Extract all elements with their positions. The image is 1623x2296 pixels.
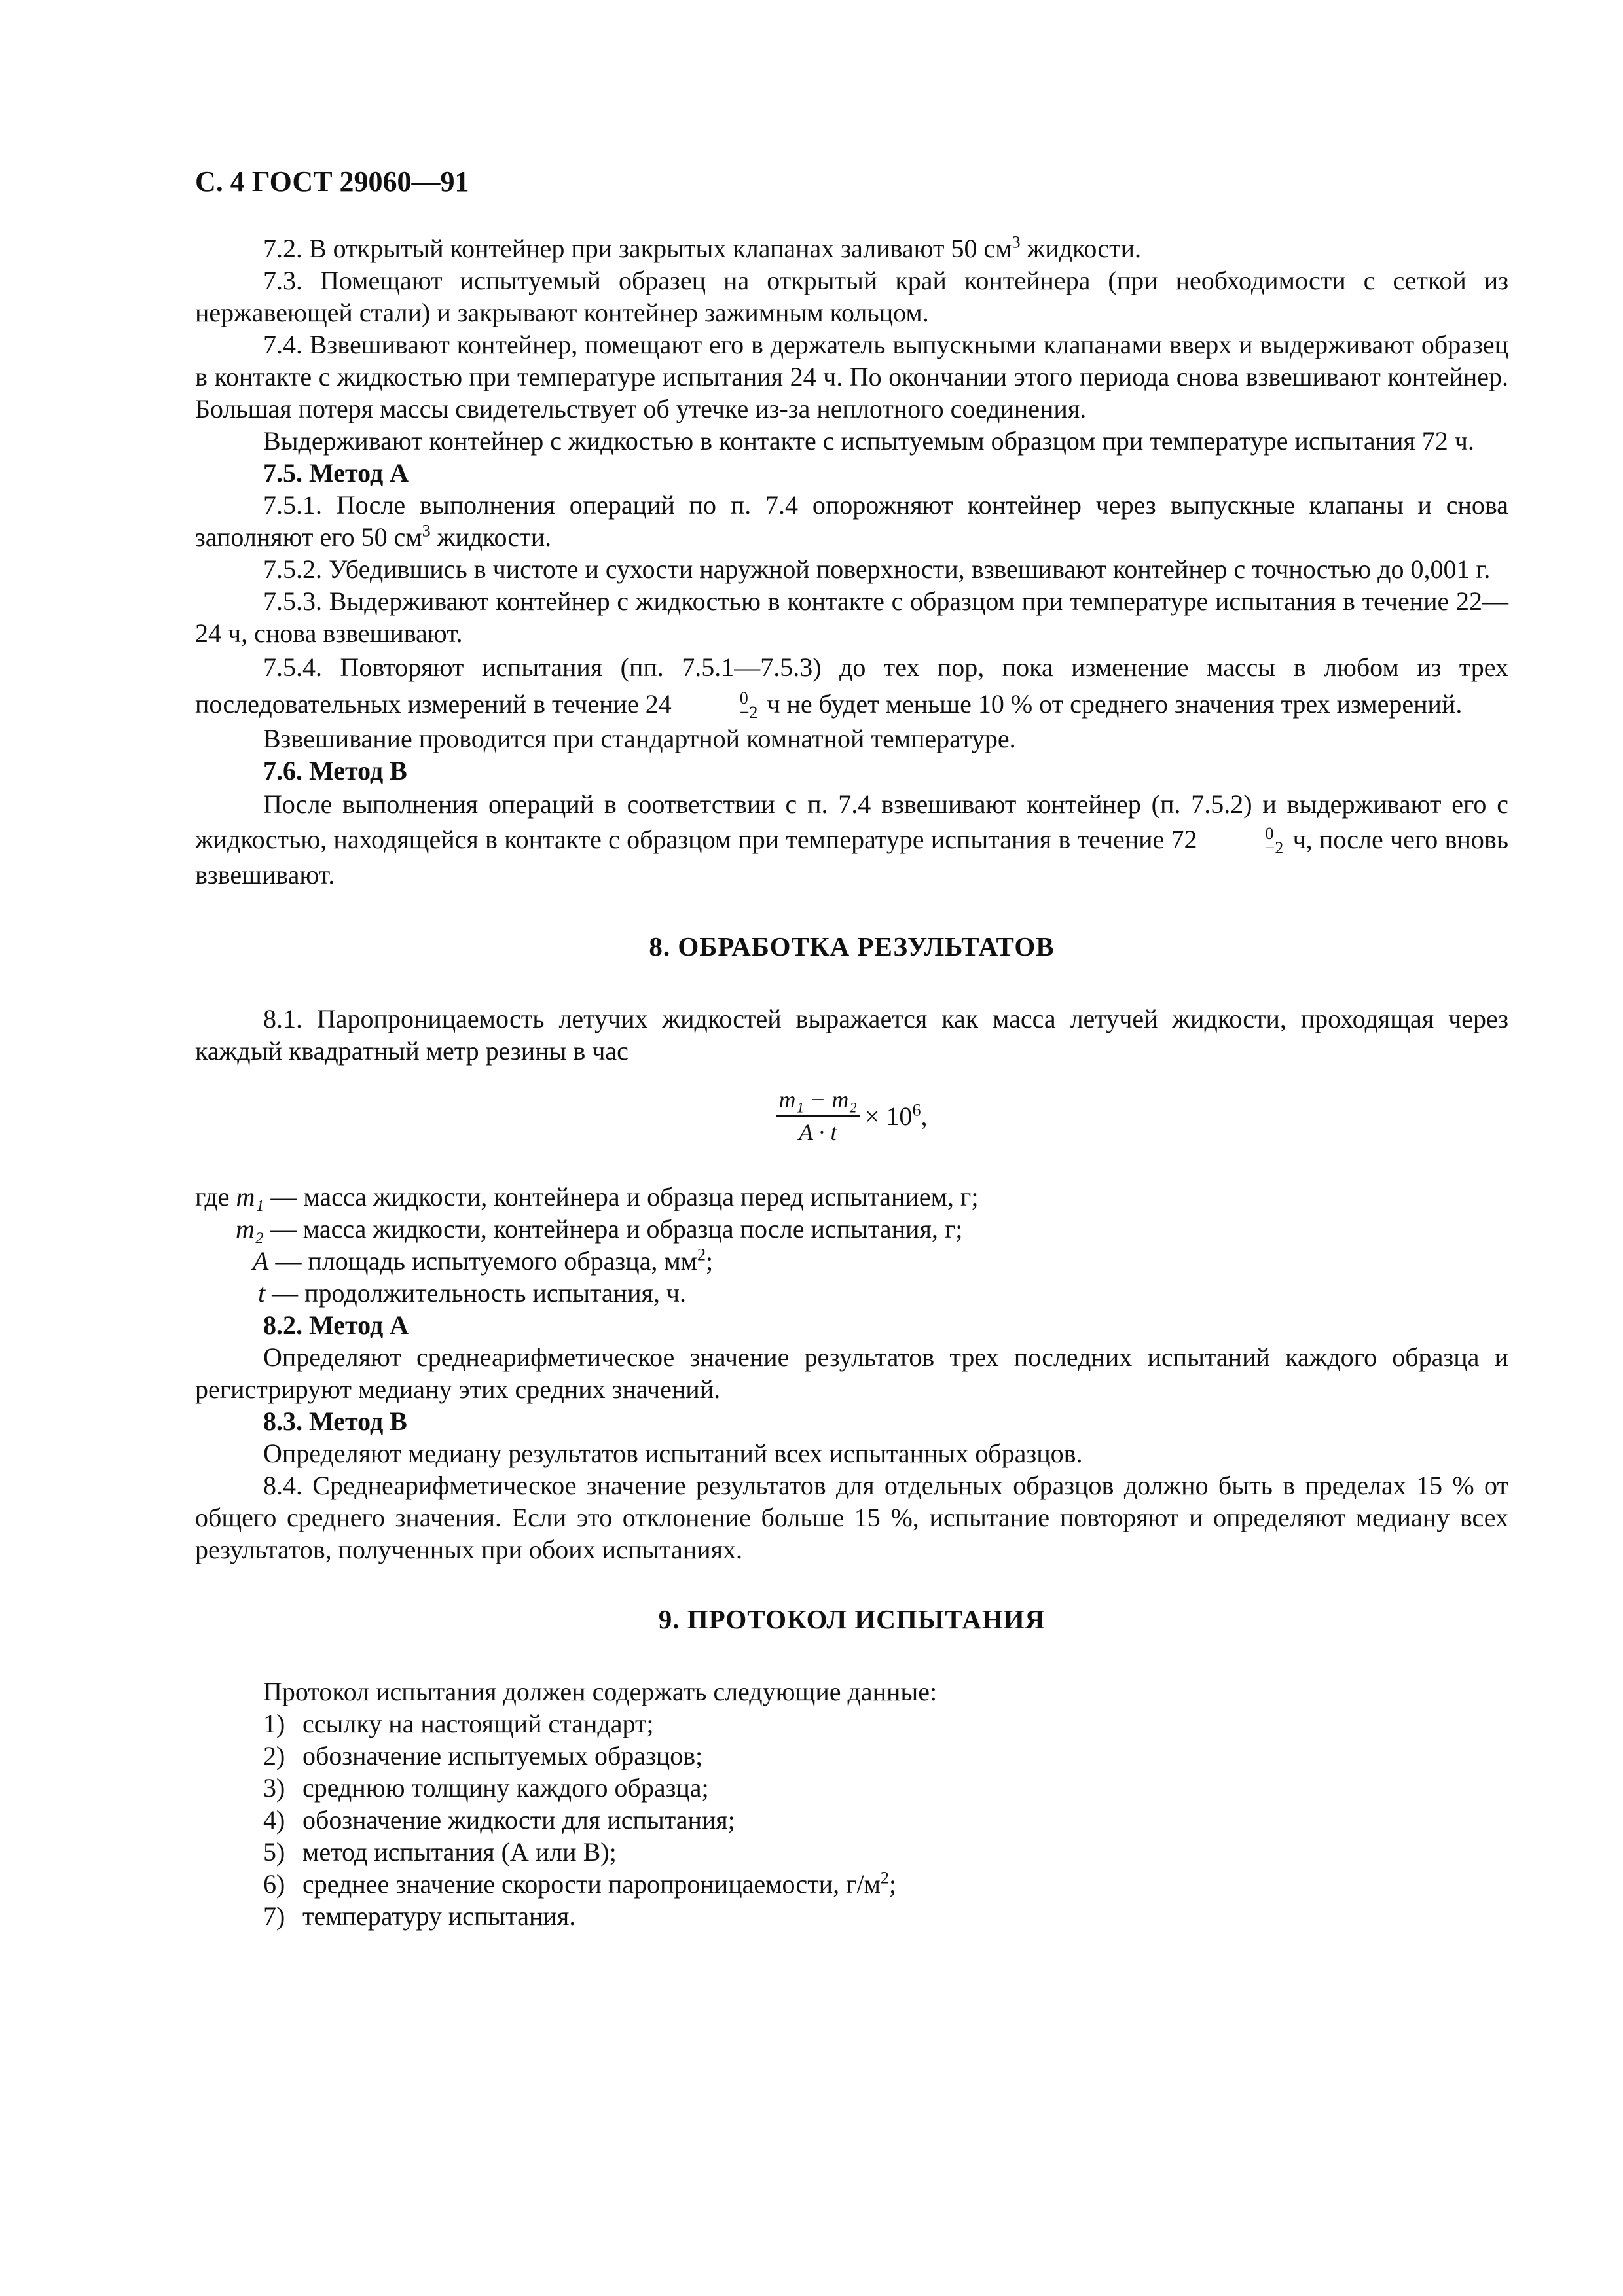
list-item: 7) температуру испытания.	[263, 1901, 576, 1931]
heading-8-3: 8.3. Метод В	[263, 1407, 407, 1436]
document-body	[195, 232, 1508, 1932]
paragraph-7-5-2: 7.5.2. Убедившись в чистоте и сухости наружной поверхности, взвешивают контейнер с точностью до 0,001 г.	[263, 554, 1491, 584]
formula-multiplier: × $10^6$,	[864, 1100, 928, 1131]
formula-fraction	[776, 1085, 860, 1147]
definition-m1: где m₁ — масса жидкости, контейнера и образца перед испытанием, г;	[195, 1182, 979, 1211]
heading-8-2: 8.2. Метод А	[263, 1310, 409, 1340]
list-item: 2) обозначение испытуемых образцов;	[263, 1741, 703, 1770]
protocol-list	[195, 1708, 1508, 1932]
tolerance-72h: 0 −2	[1265, 824, 1284, 857]
paragraph-8-2: Определяют среднеарифметическое значение результатов трех последних испытаний каждого образца и регистрируют медиану этих средних значений.	[195, 1342, 1508, 1404]
paragraph-7-6: После выполнения операций в соответствии с п. 7.4 взвешивают контейнер (п. 7.5.2) и выдерживают его с жидкостью, находящейся в контакте с образцом при температуре испытания в течение 72 0 −2 ч, после чего вновь взвешивают.	[195, 789, 1508, 889]
tolerance-24h: 0 −2	[739, 689, 758, 722]
list-item: 4) обозначение жидкости для испытания;	[263, 1805, 735, 1835]
paragraph-8-1: 8.1. Паропроницаемость летучих жидкостей выражается как масса летучей жидкости, проходящая через каждый квадратный метр резины в час	[195, 1004, 1508, 1066]
paragraph-7-5-4: 7.5.4. Повторяют испытания (пп. 7.5.1—7.5.3) до тех пор, пока изменение массы в любом из трех последовательных измерений в течение 24 0 −2 ч не будет меньше 10 % от среднего значения трех измерений.	[195, 653, 1508, 722]
section-title-9: 9. ПРОТОКОЛ ИСПЫТАНИЯ	[658, 1604, 1046, 1634]
definition-a: A — площадь испытуемого образца, $мм^2$;	[253, 1245, 714, 1276]
paragraph-7-5-4-weighing: Взвешивание проводится при стандартной комнатной температуре.	[263, 724, 1016, 753]
list-item: 1) ссылку на настоящий стандарт;	[263, 1709, 654, 1738]
list-item: 5) метод испытания (А или В);	[263, 1837, 617, 1867]
permeability-formula	[195, 1085, 1508, 1157]
list-item: 6) среднее значение скорости паропроницаемости, $г/м^2$;	[263, 1868, 897, 1899]
formula-denominator: A · t	[799, 1119, 837, 1145]
definition-m2: m₂ — масса жидкости, контейнера и образца после испытания, г;	[236, 1214, 963, 1244]
paragraph-8-4: 8.4. Среднеарифметическое значение результатов для отдельных образцов должно быть в пределах 15 % от общего среднего значения. Если это отклонение больше 15 %, испытание повторяют и определяют медиану всех результатов, полученных при обоих испытаниях.	[195, 1471, 1508, 1564]
paragraph-7-3: 7.3. Помещают испытуемый образец на открытый край контейнера (при необходимости с сеткой из нержавеющей стали) и закрывают контейнер зажимным кольцом.	[195, 266, 1508, 327]
paragraph-7-5-1: 7.5.1. После выполнения операций по п. 7.4 опорожняют контейнер через выпускные клапаны и снова заполняют его 50 $см^3$ жидкости.	[195, 490, 1508, 552]
protocol-intro: Протокол испытания должен содержать следующие данные:	[263, 1677, 938, 1706]
section-title-8: 8. ОБРАБОТКА РЕЗУЛЬТАТОВ	[649, 931, 1055, 961]
paragraph-7-5-3: 7.5.3. Выдерживают контейнер с жидкостью в контакте с образцом при температуре испытания в течение 22—24 ч, снова взвешивают.	[195, 586, 1508, 648]
heading-7-6: 7.6. Метод В	[263, 756, 407, 785]
paragraph-7-2: 7.2. В открытый контейнер при закрытых клапанах заливают 50 $см^3$ жидкости.	[263, 232, 1142, 263]
paragraph-7-4-hold: Выдерживают контейнер с жидкостью в контакте с испытуемым образцом при температуре испытания 72 ч.	[263, 426, 1474, 456]
paragraph-7-4: 7.4. Взвешивают контейнер, помещают его в держатель выпускными клапанами вверх и выдерживают образец в контакте с жидкостью при температуре испытания 24 ч. По окончании этого периода снова взвешивают контейнер. Большая потеря массы свидетельствует об утечке из-за неплотного соединения.	[195, 330, 1508, 423]
page-header: С. 4 ГОСТ 29060—91	[195, 166, 469, 198]
heading-7-5: 7.5. Метод А	[263, 458, 409, 488]
paragraph-8-3: Определяют медиану результатов испытаний всех испытанных образцов.	[263, 1439, 1083, 1468]
formula-definitions	[195, 1181, 1508, 1309]
definition-t: t — продолжительность испытания, ч.	[258, 1278, 687, 1308]
formula-numerator: m₁ − m₂	[776, 1085, 860, 1117]
list-item: 3) среднюю толщину каждого образца;	[263, 1773, 709, 1803]
